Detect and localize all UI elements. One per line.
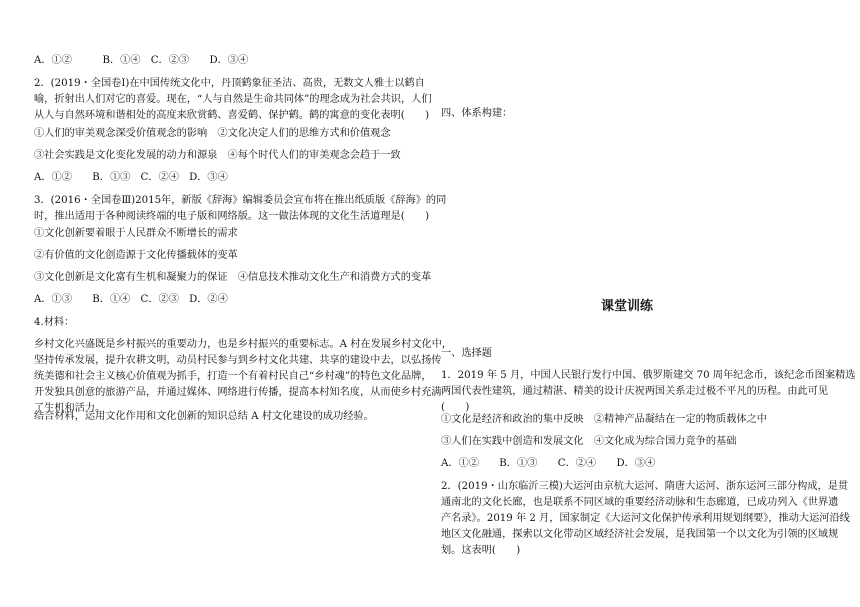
q2-stem-line2: 喻，折射出人们对它的喜爱。现在，“人与自然是生命共同体”的理念成为社会共识，人们 (34, 94, 432, 105)
q2-answer-options: A．①② B．①③ C．②④ D．③④ (34, 172, 228, 183)
q2-option-row2: ③社会实践是文化变化发展的动力和源泉 ④每个时代人们的审美观念会趋于一致 (34, 150, 401, 161)
q4-task: 结合材料，运用文化作用和文化创新的知识总结 A 村文化建设的成功经验。 (34, 411, 374, 422)
q3-option3: ③文化创新是文化富有生机和凝聚力的保证 ④信息技术推动文化生产和消费方式的变革 (34, 272, 432, 283)
q3-option1: ①文化创新要着眼于人民群众不断增长的需求 (34, 228, 238, 239)
r-q2-stem-line1: 2．(2019・山东临沂三模)大运河由京杭大运河、隋唐大运河、浙东运河三部分构成，是贯 (441, 481, 849, 492)
q3-stem-line1: 3．(2016・全国卷Ⅲ)2015年，新版《辞海》编辑委员会宣布将在推出纸质版《辞海》的同 (34, 195, 447, 206)
r-q1-option-row1: ①文化是经济和政治的集中反映 ②精神产品凝结在一定的物质载体之中 (441, 414, 767, 425)
r-q2-stem-line5: 划。这表明( ) (441, 545, 521, 556)
r-q2-stem-line2: 通南北的文化长廊，也是联系不同区域的重要经济动脉和生态廊道，已成功列入《世界遗 (441, 497, 839, 508)
q4-material-line5: 了生机和活力。 (34, 403, 106, 414)
multiple-choice-section: 一、选择题 (441, 348, 492, 359)
r-q1-stem-line1: 1．2019 年 5 月，中国人民银行发行中国、俄罗斯建交 70 周年纪念币，该纪念币图案精选 (441, 370, 856, 381)
q4-material-line3: 统美德和社会主义核心价值观为抓手，打造一个有着村民自己“乡村魂”的特色文化品牌， (34, 371, 432, 382)
q4-material-line4: 开发独具创意的旅游产品，并通过媒体、网络进行传播，提高本村知名度，从而使乡村充满 (34, 387, 442, 398)
q2-option-row1: ①人们的审美观念深受价值观念的影响 ②文化决定人们的思维方式和价值观念 (34, 128, 391, 139)
r-q1-option-row2: ③人们在实践中创造和发展文化 ④文化成为综合国力竞争的基础 (441, 436, 737, 447)
r-q2-stem-line3: 产名录》。2019 年 2 月，国家制定《大运河文化保护传承利用规划纲要》，推动大运河沿线 (441, 513, 850, 524)
system-construction-heading: 四、体系构建： (441, 108, 513, 119)
q2-stem-line3: 从人与自然环境和谐相处的高度来欣赏鹤、喜爱鹤、保护鹤。鹤的寓意的变化表明( ) (34, 110, 430, 121)
r-q2-stem-line4: 地区文化融通，探索以文化带动区域经济社会发展，是我国第一个以文化为引领的区域规 (441, 529, 839, 540)
r-q1-stem-line2: 两国代表性建筑，通过精湛、精美的设计庆祝两国关系走过极不平凡的历程。由此可见 (441, 386, 829, 397)
q2-stem-line1: 2．(2019・全国卷Ⅰ)在中国传统文化中，丹顶鹤象征圣洁、高贵，无数文人雅士以鹤自 (34, 78, 425, 89)
q3-option2: ②有价值的文化创造源于文化传播载体的变革 (34, 250, 238, 261)
r-q1-answer-options: A．①② B．①③ C．②④ D．③④ (441, 458, 656, 469)
classroom-training-title: 课堂训练 (601, 299, 654, 314)
q3-stem-line2: 时，推出适用于各种阅读终端的电子版和网络版。这一做法体现的文化生活道理是( ) (34, 211, 430, 222)
q1-options: A．①② B．①④ C．②③ D．③④ (34, 55, 249, 66)
q4-material-line2: 坚持传承发展，提升农耕文明，动员村民参与到乡村文化共建、共享的建设中去，以弘扬传 (34, 355, 442, 366)
q4-material-line1: 乡村文化兴盛既是乡村振兴的重要动力，也是乡村振兴的重要标志。A 村在发展乡村文化中， (34, 339, 453, 350)
q4-heading: 4.材料： (34, 317, 75, 328)
q3-answer-options: A．①③ B．①④ C．②③ D．②④ (34, 294, 228, 305)
r-q1-stem-line3: ( ) (441, 402, 470, 413)
